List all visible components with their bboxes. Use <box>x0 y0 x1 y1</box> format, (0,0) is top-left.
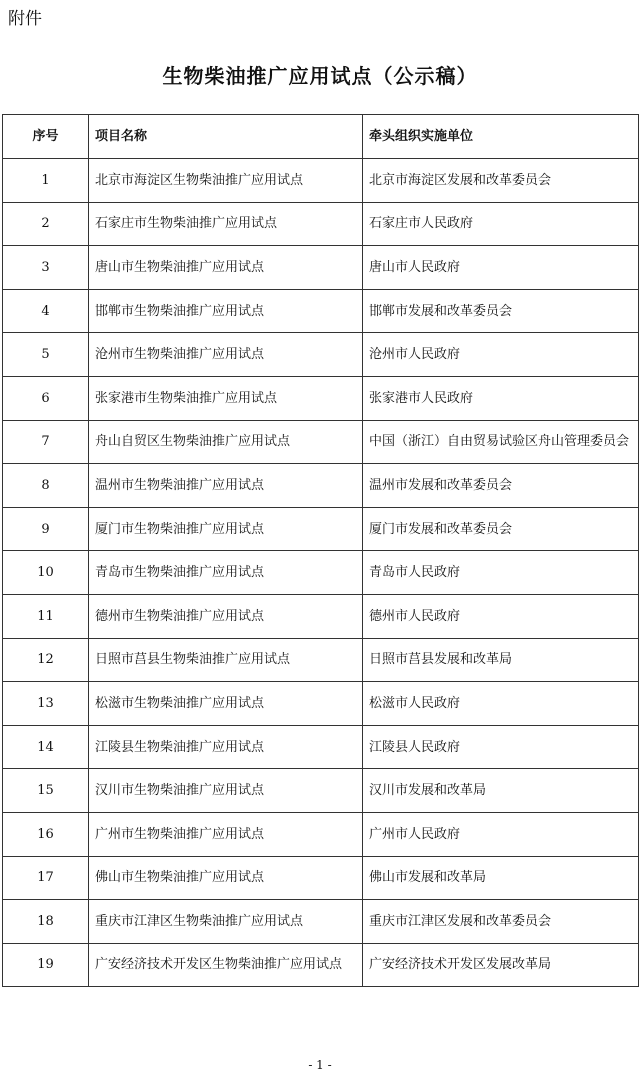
row-lead-unit-cell: 佛山市发展和改革局 <box>363 856 639 900</box>
table-row <box>3 202 639 246</box>
table-row <box>3 856 639 900</box>
table-row <box>3 507 639 551</box>
pilot-projects-table <box>2 114 639 987</box>
table-row <box>3 769 639 813</box>
row-lead-unit-cell: 青岛市人民政府 <box>363 551 639 595</box>
table-row <box>3 725 639 769</box>
row-project-name-cell: 德州市生物柴油推广应用试点 <box>89 594 363 638</box>
row-lead-unit-cell: 邯郸市发展和改革委员会 <box>363 289 639 333</box>
row-serial-cell: 10 <box>3 551 89 595</box>
row-project-name-cell: 唐山市生物柴油推广应用试点 <box>89 246 363 290</box>
row-lead-unit-cell: 广安经济技术开发区发展改革局 <box>363 943 639 987</box>
table-row <box>3 333 639 377</box>
row-project-name-cell: 舟山自贸区生物柴油推广应用试点 <box>89 420 363 464</box>
table-header-row <box>3 115 639 159</box>
row-project-name-cell: 汉川市生物柴油推广应用试点 <box>89 769 363 813</box>
row-serial-cell: 16 <box>3 812 89 856</box>
row-lead-unit-cell: 石家庄市人民政府 <box>363 202 639 246</box>
row-project-name-cell: 日照市莒县生物柴油推广应用试点 <box>89 638 363 682</box>
row-project-name-cell: 重庆市江津区生物柴油推广应用试点 <box>89 900 363 944</box>
row-lead-unit-cell: 江陵县人民政府 <box>363 725 639 769</box>
table-row <box>3 159 639 203</box>
row-serial-cell: 1 <box>3 159 89 203</box>
row-serial-cell: 14 <box>3 725 89 769</box>
row-project-name-cell: 邯郸市生物柴油推广应用试点 <box>89 289 363 333</box>
row-serial-cell: 12 <box>3 638 89 682</box>
table-row <box>3 420 639 464</box>
attachment-label: 附件 <box>8 9 42 29</box>
row-lead-unit-cell: 北京市海淀区发展和改革委员会 <box>363 159 639 203</box>
row-project-name-cell: 江陵县生物柴油推广应用试点 <box>89 725 363 769</box>
table-row <box>3 464 639 508</box>
table-row <box>3 246 639 290</box>
row-lead-unit-cell: 沧州市人民政府 <box>363 333 639 377</box>
table-row <box>3 594 639 638</box>
row-serial-cell: 3 <box>3 246 89 290</box>
row-serial-cell: 13 <box>3 682 89 726</box>
row-project-name-cell: 青岛市生物柴油推广应用试点 <box>89 551 363 595</box>
row-serial-cell: 19 <box>3 943 89 987</box>
row-lead-unit-cell: 重庆市江津区发展和改革委员会 <box>363 900 639 944</box>
row-serial-cell: 7 <box>3 420 89 464</box>
row-lead-unit-cell: 松滋市人民政府 <box>363 682 639 726</box>
row-project-name-cell: 张家港市生物柴油推广应用试点 <box>89 376 363 420</box>
row-lead-unit-cell: 汉川市发展和改革局 <box>363 769 639 813</box>
column-header-project-name: 项目名称 <box>89 115 363 159</box>
row-serial-cell: 4 <box>3 289 89 333</box>
column-header-lead-unit: 牵头组织实施单位 <box>363 115 639 159</box>
row-lead-unit-cell: 温州市发展和改革委员会 <box>363 464 639 508</box>
table-row <box>3 638 639 682</box>
row-lead-unit-cell: 厦门市发展和改革委员会 <box>363 507 639 551</box>
row-project-name-cell: 石家庄市生物柴油推广应用试点 <box>89 202 363 246</box>
table-row <box>3 682 639 726</box>
table-body <box>3 159 639 987</box>
row-project-name-cell: 北京市海淀区生物柴油推广应用试点 <box>89 159 363 203</box>
row-lead-unit-cell: 广州市人民政府 <box>363 812 639 856</box>
row-serial-cell: 2 <box>3 202 89 246</box>
row-project-name-cell: 温州市生物柴油推广应用试点 <box>89 464 363 508</box>
row-lead-unit-cell: 中国（浙江）自由贸易试验区舟山管理委员会 <box>363 420 639 464</box>
document-title: 生物柴油推广应用试点（公示稿） <box>162 64 478 88</box>
row-serial-cell: 8 <box>3 464 89 508</box>
table-row <box>3 943 639 987</box>
row-serial-cell: 15 <box>3 769 89 813</box>
row-project-name-cell: 广安经济技术开发区生物柴油推广应用试点 <box>89 943 363 987</box>
column-header-serial: 序号 <box>3 115 89 159</box>
table-row <box>3 551 639 595</box>
row-project-name-cell: 厦门市生物柴油推广应用试点 <box>89 507 363 551</box>
row-project-name-cell: 广州市生物柴油推广应用试点 <box>89 812 363 856</box>
row-project-name-cell: 佛山市生物柴油推广应用试点 <box>89 856 363 900</box>
row-serial-cell: 9 <box>3 507 89 551</box>
table-row <box>3 812 639 856</box>
row-lead-unit-cell: 唐山市人民政府 <box>363 246 639 290</box>
row-project-name-cell: 沧州市生物柴油推广应用试点 <box>89 333 363 377</box>
table-row <box>3 376 639 420</box>
row-lead-unit-cell: 张家港市人民政府 <box>363 376 639 420</box>
row-serial-cell: 5 <box>3 333 89 377</box>
row-serial-cell: 6 <box>3 376 89 420</box>
row-serial-cell: 11 <box>3 594 89 638</box>
row-project-name-cell: 松滋市生物柴油推广应用试点 <box>89 682 363 726</box>
row-lead-unit-cell: 德州市人民政府 <box>363 594 639 638</box>
row-serial-cell: 17 <box>3 856 89 900</box>
page-number: - 1 - <box>308 1058 332 1072</box>
table-row <box>3 900 639 944</box>
row-lead-unit-cell: 日照市莒县发展和改革局 <box>363 638 639 682</box>
row-serial-cell: 18 <box>3 900 89 944</box>
table-row <box>3 289 639 333</box>
